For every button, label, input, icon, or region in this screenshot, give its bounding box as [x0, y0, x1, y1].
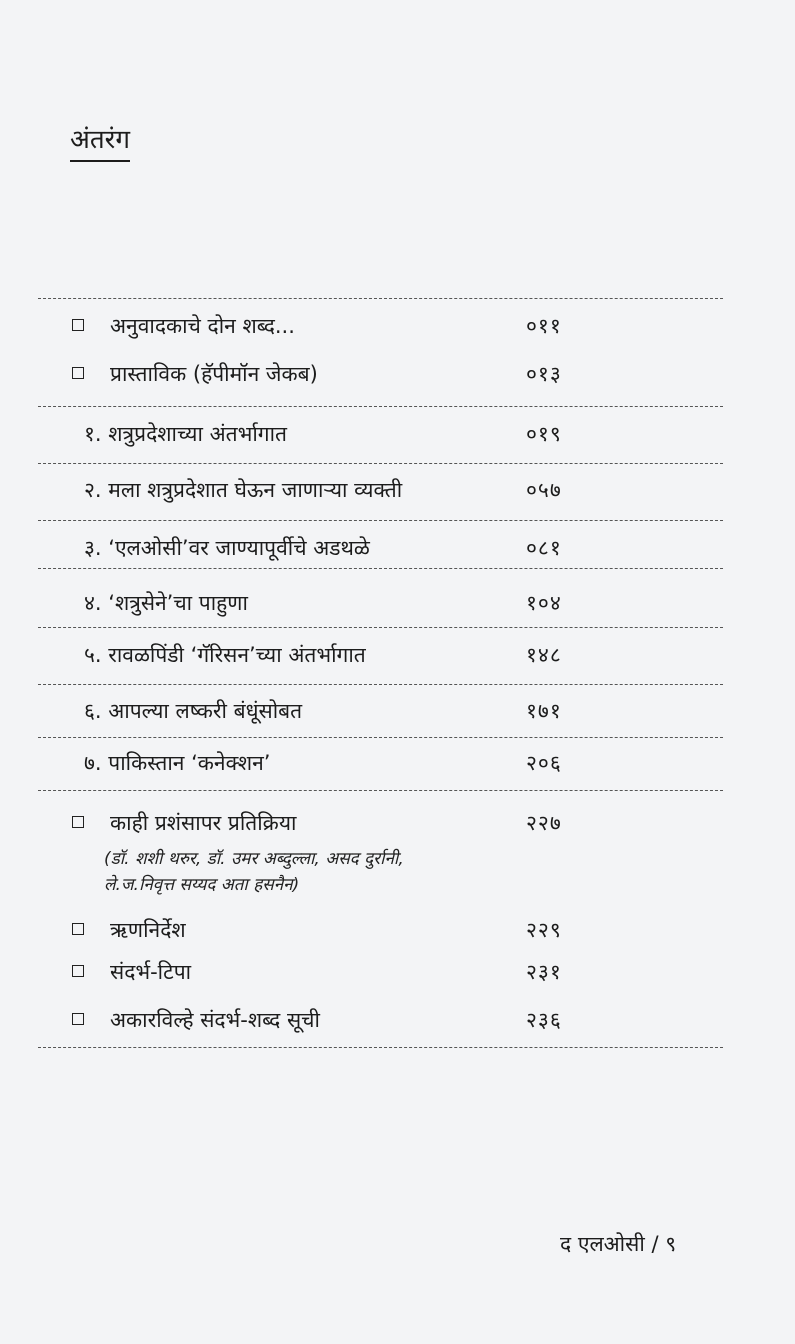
page-title: अंतरंग: [70, 120, 130, 162]
toc-entry-page: ०५७: [526, 478, 562, 502]
toc-entry-page: १४८: [526, 643, 562, 667]
square-bullet-icon: [72, 367, 84, 379]
toc-entry-label: ६. आपल्या लष्करी बंधूंसोबत: [84, 699, 303, 723]
toc-entry-label: काही प्रशंसापर प्रतिक्रिया: [110, 811, 297, 835]
square-bullet-icon: [72, 816, 84, 828]
toc-entry: [38, 416, 723, 456]
square-bullet-icon: [72, 319, 84, 331]
toc-entry-label: १. शत्रुप्रदेशाच्या अंतर्भागात: [84, 422, 288, 446]
square-bullet-icon: [72, 1013, 84, 1025]
toc-entry: [38, 1002, 723, 1042]
toc-entry: [38, 637, 723, 677]
toc-entry: [38, 954, 723, 994]
toc-entry-label: ३. ‘एलओसी’वर जाण्यापूर्वीचे अडथळे: [84, 536, 370, 560]
toc-entry: [38, 805, 723, 845]
divider: [38, 737, 723, 738]
toc-entry-label: ऋणनिर्देश: [110, 918, 186, 942]
divider: [38, 627, 723, 628]
reaction-note-line: (डॉ. शशी थरुर, डॉ. उमर अब्दुल्ला, असद दुर्रानी,: [104, 849, 404, 869]
toc-entry-label: २. मला शत्रुप्रदेशात घेऊन जाणाऱ्या व्यक्ती: [84, 478, 403, 502]
divider: [38, 1047, 723, 1048]
toc-entry-page: ०१९: [526, 422, 562, 446]
toc-entry-page: २२७: [526, 811, 562, 835]
toc-entry-page: १०४: [526, 591, 562, 615]
divider: [38, 568, 723, 569]
page-footer: द एलओसी / ९: [560, 1232, 677, 1256]
divider: [38, 684, 723, 685]
toc-entry-page: ०११: [526, 314, 562, 338]
toc-entry: [38, 585, 723, 625]
toc-entry-label: प्रास्ताविक (हॅपीमॉन जेकब): [110, 362, 318, 386]
toc-entry-page: २३६: [526, 1008, 562, 1032]
toc-entry-page: २०६: [526, 751, 562, 775]
divider: [38, 520, 723, 521]
toc-entry-page: ०८१: [526, 536, 562, 560]
toc-entry-page: ०१३: [526, 362, 562, 386]
divider: [38, 790, 723, 791]
toc-entry: [38, 912, 723, 952]
toc-entry-label: अनुवादकाचे दोन शब्द...: [110, 314, 295, 338]
toc-entry-label: संदर्भ-टिपा: [110, 960, 192, 984]
toc-entry-label: अकारविल्हे संदर्भ-शब्द सूची: [110, 1008, 320, 1032]
toc-entry: [38, 530, 723, 570]
toc-entry: [38, 693, 723, 733]
toc-entry: [38, 308, 723, 348]
divider: [38, 406, 723, 407]
square-bullet-icon: [72, 923, 84, 935]
toc-entry: [38, 472, 723, 512]
reaction-note-line: ले.ज.निवृत्त सय्यद अता हसनैन): [104, 875, 300, 895]
toc-entry-page: १७१: [526, 699, 562, 723]
toc-entry: [38, 745, 723, 785]
toc-entry: [38, 356, 723, 396]
square-bullet-icon: [72, 965, 84, 977]
toc-entry-label: ७. पाकिस्तान ‘कनेक्शन’: [84, 751, 271, 775]
toc-entry-page: २३१: [526, 960, 562, 984]
toc-entry-label: ४. ‘शत्रुसेने’चा पाहुणा: [84, 591, 248, 615]
divider: [38, 298, 723, 299]
toc-entry-page: २२९: [526, 918, 562, 942]
toc-entry-label: ५. रावळपिंडी ‘गॅरिसन’च्या अंतर्भागात: [84, 643, 366, 667]
divider: [38, 463, 723, 464]
